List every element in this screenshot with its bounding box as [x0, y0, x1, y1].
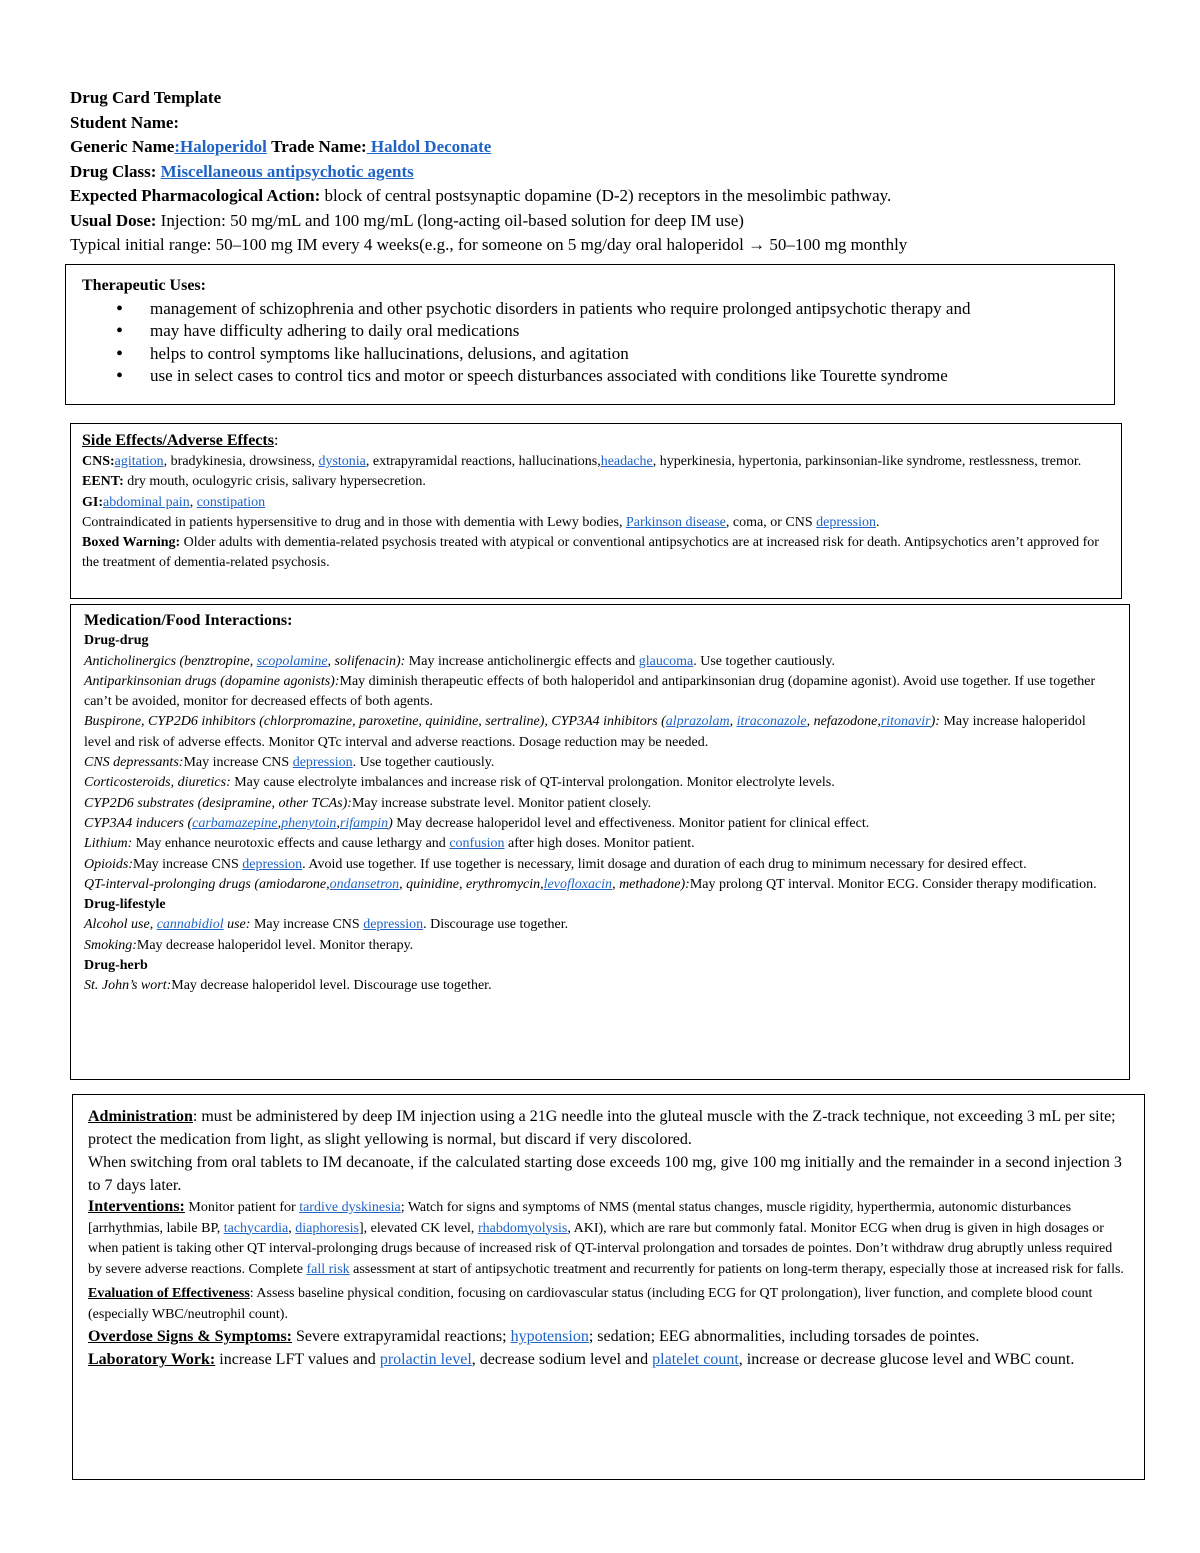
boxed-warning-label: Boxed Warning: — [82, 535, 181, 551]
administration-text2: When switching from oral tablets to IM decanoate, if the calculated starting dose exceeds 100 mg, give 100 mg initially and the remainder in a second injection 3 to 7 days later. — [88, 1154, 1122, 1194]
text: CYP3A4 inducers ( — [84, 815, 193, 831]
text: , bradykinesia, drowsiness, — [163, 454, 319, 469]
rhabdomyolysis-link[interactable]: rhabdomyolysis — [477, 1220, 568, 1236]
text: May decrease haloperidol level. Discourage use together. — [171, 978, 492, 994]
abdominal-pain-link[interactable]: abdominal pain — [103, 494, 190, 510]
text: . Use together cautiously. — [352, 755, 495, 771]
usual-dose-line2: Typical initial range: 50–100 mg IM every 4 weeks(e.g., for someone on 5 mg/day oral haloperidol → 50–100 mg monthly — [70, 235, 908, 254]
depression-link[interactable]: depression — [292, 755, 353, 771]
generic-name-link[interactable]: :Haloperidol — [174, 137, 267, 156]
text: Anticholinergics (benztropine, — [84, 653, 257, 669]
usual-dose-value: Injection: 50 mg/mL and 100 mg/mL (long-acting oil-based solution for deep IM use) — [160, 210, 744, 230]
dystonia-link[interactable]: dystonia — [318, 454, 366, 469]
text: , — [277, 815, 282, 831]
text: Contraindicated in patients hypersensitive to drug and in those with dementia with Lewy bodies, — [82, 514, 626, 530]
therapeutic-uses-list — [82, 298, 1098, 388]
administration-label: Administration — [88, 1108, 193, 1125]
ritonavir-link[interactable]: ritonavir — [880, 714, 931, 730]
laboratory-label: Laboratory Work: — [88, 1351, 216, 1368]
constipation-link[interactable]: constipation — [196, 494, 266, 510]
fall-risk-link[interactable]: fall risk — [306, 1261, 350, 1277]
text: Monitor patient for — [184, 1200, 300, 1215]
text: Corticosteroids, diuretics: — [84, 775, 231, 791]
text: , solifenacin): — [327, 653, 406, 669]
levofloxacin-link[interactable]: levofloxacin — [543, 876, 613, 892]
administration-text: must be administered by deep IM injection using a 21G needle into the gluteal muscle with the Z-track technique, not exceeding 3 mL per site; protect the medication from light, as slight yellowing is normal, but discard if very discolored. — [88, 1108, 1116, 1148]
text: , decrease sodium level and — [471, 1351, 653, 1368]
text: CNS depressants: — [84, 755, 184, 771]
text: May increase CNS — [250, 917, 364, 933]
text: , — [288, 1220, 296, 1236]
page-title: Drug Card Template — [70, 88, 222, 107]
text: dry mouth, oculogyric crisis, salivary hypersecretion. — [123, 474, 426, 490]
text: May increase substrate level. Monitor patient closely. — [351, 795, 652, 811]
text: , methadone): — [612, 876, 690, 892]
overdose-label: Overdose Signs & Symptoms: — [88, 1328, 293, 1345]
text: May enhance neurotoxic effects and cause lethargy and — [132, 836, 450, 852]
prolactin-level-link[interactable]: prolactin level — [379, 1351, 472, 1368]
boxed-warning-text: Older adults with dementia-related psychosis treated with atypical or conventional antipsychotics are at increased risk for death. Antipsychotics aren’t approved for the treatment of dementia-related psychosis. — [82, 535, 1099, 571]
headache-link[interactable]: headache — [600, 454, 653, 469]
usual-dose-label: Usual Dose: — [70, 210, 157, 230]
rifampin-link[interactable]: rifampin — [339, 815, 389, 831]
administration-box — [72, 1094, 1145, 1480]
text: , extrapyramidal reactions, hallucinations, — [365, 454, 601, 469]
text: Smoking: — [84, 937, 137, 953]
therapeutic-uses-box — [65, 264, 1115, 405]
text: May prolong QT interval. Monitor ECG. Consider therapy modification. — [689, 876, 1097, 892]
alprazolam-link[interactable]: alprazolam — [665, 714, 730, 730]
text: . — [876, 514, 880, 530]
text: May cause electrolyte imbalances and increase risk of QT-interval prolongation. Monitor electrolyte levels. — [230, 775, 835, 791]
student-name-label: Student Name: — [70, 112, 180, 132]
cannabidiol-link[interactable]: cannabidiol — [156, 917, 224, 933]
text: , — [189, 494, 197, 510]
trade-name-link[interactable]: Haldol Deconate — [366, 137, 492, 156]
text: Buspirone, CYP2D6 inhibitors (chlorpromazine, paroxetine, quinidine, sertraline), CYP3A4 inhibitors ( — [84, 714, 666, 730]
phenytoin-link[interactable]: phenytoin — [281, 815, 337, 831]
interventions-label: Interventions: — [88, 1198, 185, 1215]
text: Severe extrapyramidal reactions; — [292, 1328, 511, 1345]
drug-class-label: Drug Class: — [70, 161, 157, 181]
text: Alcohol use, — [84, 917, 157, 933]
diaphoresis-link[interactable]: diaphoresis — [295, 1220, 359, 1236]
side-effects-box — [70, 423, 1122, 599]
scopolamine-link[interactable]: scopolamine — [256, 653, 328, 669]
text: use: — [223, 917, 251, 933]
text: , AKI), which are rare but commonly fatal. Monitor ECG when drug is given in high dosages or when patient is taking other QT interval-prolonging drugs because of increased risk of QT-interval prolongation and torsades de pointes. Don’t withdraw drug abruptly unless required by severe adverse reactions. Complete — [88, 1220, 1113, 1277]
ondansetron-link[interactable]: ondansetron — [329, 876, 400, 892]
itraconazole-link[interactable]: itraconazole — [736, 714, 807, 730]
carbamazepine-link[interactable]: carbamazepine — [192, 815, 278, 831]
list-item: • may have difficulty adhering to daily oral medications — [150, 320, 1098, 343]
drug-drug-label: Drug-drug — [84, 633, 149, 649]
agitation-link[interactable]: agitation — [114, 454, 164, 469]
action-label: Expected Pharmacological Action: — [70, 186, 321, 205]
text: ): — [930, 714, 940, 730]
generic-name-label: Generic Name — [70, 137, 175, 156]
text: , coma, or CNS — [725, 514, 817, 530]
text: May decrease haloperidol level and effectiveness. Monitor patient for clinical effect. — [392, 815, 870, 831]
text: May increase anticholinergic effects and — [405, 653, 639, 669]
interactions-title: Medication/Food Interactions: — [84, 612, 293, 629]
text: May increase CNS — [183, 755, 293, 771]
tachycardia-link[interactable]: tachycardia — [223, 1220, 289, 1236]
text: ], elevated CK level, — [358, 1220, 478, 1236]
drug-card-header — [70, 86, 1160, 258]
confusion-link[interactable]: confusion — [449, 836, 505, 852]
depression-link[interactable]: depression — [816, 514, 876, 530]
text: , hyperkinesia, hypertonia, parkinsonian-like syndrome, restlessness, tremor. — [652, 454, 1082, 469]
list-item: • use in select cases to control tics and motor or speech disturbances associated with conditions like Tourette syndrome — [150, 365, 1098, 388]
tardive-dyskinesia-link[interactable]: tardive dyskinesia — [299, 1200, 401, 1215]
text: . Avoid use together. If use together is necessary, limit dosage and duration of each drug to minimum necessary for desired effect. — [302, 856, 1027, 872]
evaluation-label: Evaluation of Effectiveness — [88, 1286, 250, 1301]
text: , — [336, 815, 340, 831]
text: May diminish therapeutic effects of both haloperidol and antiparkinsonian drug (dopamine agonist). Avoid use together. If use together can’t be avoided, monitor for decreased effects of both agents. — [84, 673, 1096, 710]
text: St. John’s wort: — [84, 978, 172, 994]
text: ; Watch for signs and symptoms of NMS (mental status changes, muscle rigidity, hyperthermia, autonomic disturbances [arrhythmias, labile BP, — [88, 1200, 1072, 1236]
therapeutic-uses-title: Therapeutic Uses: — [82, 277, 206, 294]
glaucoma-link[interactable]: glaucoma — [638, 653, 694, 669]
text: assessment at start of antipsychotic treatment and recurrently for patients on long-term therapy, especially those at increased risk for falls. — [349, 1261, 1124, 1277]
platelet-count-link[interactable]: platelet count — [652, 1351, 739, 1368]
text: Antiparkinsonian drugs (dopamine agonists): — [84, 673, 340, 689]
text: , quinidine, erythromycin, — [399, 876, 544, 892]
drug-lifestyle-label: Drug-lifestyle — [84, 897, 166, 913]
text: : Assess baseline physical condition, focusing on cardiovascular status (including ECG for QT prolongation), liver function, and complete blood count (especially WBC/neutrophil count). — [88, 1286, 1093, 1322]
text: , nefazodone, — [806, 714, 881, 730]
text: Opioids: — [84, 856, 133, 872]
action-value: block of central postsynaptic dopamine (D-2) receptors in the mesolimbic pathway. — [324, 186, 892, 205]
text: , increase or decrease glucose level and WBC count. — [738, 1351, 1075, 1368]
gi-label: GI: — [82, 494, 103, 510]
hypotension-link[interactable]: hypotension — [510, 1328, 589, 1345]
text: after high doses. Monitor patient. — [504, 836, 695, 852]
side-effects-colon: : — [273, 432, 279, 449]
text: : — [192, 1108, 198, 1125]
eent-label: EENT: — [82, 474, 124, 490]
cns-label: CNS: — [82, 454, 115, 469]
drug-class-link[interactable]: Miscellaneous antipsychotic agents — [160, 161, 414, 181]
text: increase LFT values and — [215, 1351, 380, 1368]
text: . Use together cautiously. — [693, 653, 835, 669]
text: Lithium: — [84, 836, 133, 852]
depression-link[interactable]: depression — [242, 856, 303, 872]
text: QT-interval-prolonging drugs (amiodarone, — [84, 876, 330, 892]
depression-link[interactable]: depression — [363, 917, 424, 933]
text: May increase haloperidol level and risk of adverse effects. Monitor QTc interval and adverse reactions. Dosage reduction may be needed. — [84, 714, 1086, 750]
interactions-box — [70, 604, 1130, 1080]
text: , — [729, 714, 737, 730]
trade-name-label: Trade Name: — [271, 137, 367, 156]
text: CYP2D6 substrates (desipramine, other TCAs): — [84, 795, 352, 811]
side-effects-title: Side Effects/Adverse Effects — [82, 432, 274, 449]
text: May decrease haloperidol level. Monitor therapy. — [136, 937, 414, 953]
text: May increase CNS — [133, 856, 243, 872]
text: ; sedation; EEG abnormalities, including torsades de pointes. — [588, 1328, 980, 1345]
parkinson-disease-link[interactable]: Parkinson disease — [625, 514, 726, 530]
list-item: • helps to control symptoms like hallucinations, delusions, and agitation — [150, 343, 1098, 366]
text: . Discourage use together. — [423, 917, 569, 933]
list-item: • management of schizophrenia and other psychotic disorders in patients who require prolonged antipsychotic therapy and — [150, 298, 1098, 321]
text: ) — [388, 815, 393, 831]
drug-herb-label: Drug-herb — [84, 958, 148, 974]
